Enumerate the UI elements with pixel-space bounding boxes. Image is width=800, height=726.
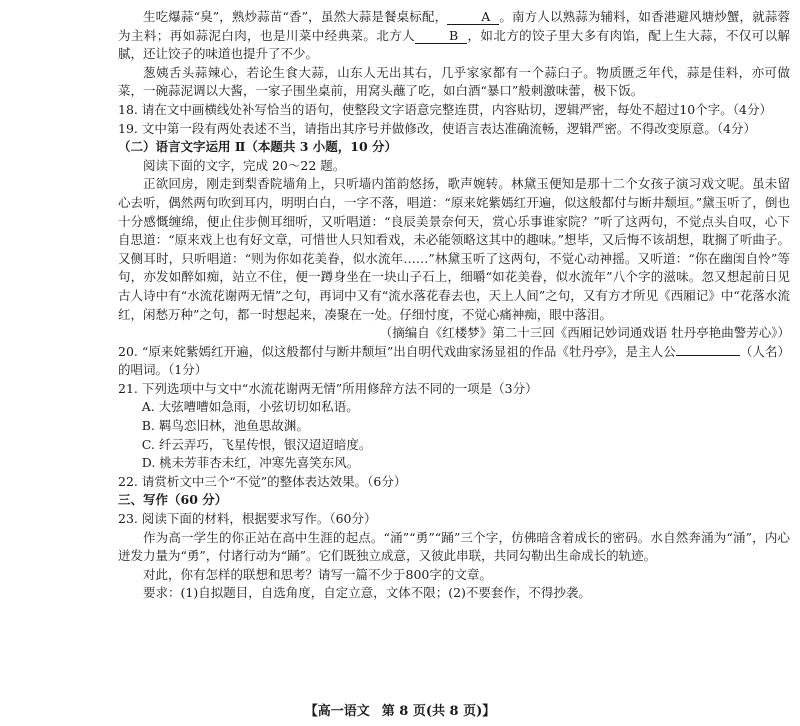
question-20 bbox=[118, 343, 790, 380]
passage2-para: 正欲回房，刚走到梨香院墙角上，只听墙内笛韵悠扬，歌声婉转。林黛玉便知是那十二个女孩子演习戏文呢。虽未留心去听，偶然两句吹到耳内，明明白白，一字不落，唱道：“原来姹紫嫣红开遍，似这般都付与断井颓垣。”黛玉听了，倒也十分感慨缠绵，便止住步侧耳细听，又听唱道：“良辰美景奈何天，赏心乐事谁家院？”听了这两句，不觉点头自叹，心下自思道：“原来戏上也有好文章，可惜世人只知看戏，未必能领略这其中的趣味。”想毕，又后悔不该胡想，耽搁了听曲子。又侧耳时，只听唱道：“则为你如花美眷，似水流年……”林黛玉听了这两句，不觉心动神摇。又听道：“你在幽闺自怜”等句，亦发如醉如痴，站立不住，便一蹲身坐在一块山子石上，细嚼“如花美眷，似水流年”八个字的滋味。忽又想起前日见古人诗中有“水流花谢两无情”之句，再词中又有“流水落花春去也，天上人间”之句，又有方才所见《西厢记》中“花落水流红，闲愁万种”之句，都一时想起来，凑聚在一处。仔细忖度，不觉心痛神痴，眼中落泪。 bbox=[118, 176, 790, 322]
text-run: 。南方人以熟蒜为辅料，如香港避风塘炒蟹，就蒜蓉为主料；再如蒜泥白肉，也是川菜中经典菜。北方人 bbox=[118, 9, 790, 43]
blank-a: A bbox=[447, 10, 499, 25]
question-23-prompt: 对此，你有怎样的联想和思考？请写一篇不少于800字的文章。 bbox=[143, 566, 492, 582]
option-d: D. 桃未芳菲杏未红，冲寒先喜笑东风。 bbox=[141, 455, 360, 471]
footer-subject: 【高一语文 bbox=[304, 704, 370, 719]
question-22: 22. 请赏析文中三个“不觉”的整体表达效果。（6分） bbox=[118, 473, 407, 489]
blank-name bbox=[676, 355, 740, 356]
option-a: A. 大弦嘈嘈如急雨，小弦切切如私语。 bbox=[141, 399, 359, 415]
question-23-requirements: 要求：(1)自拟题目，自选角度，自定立意，文体不限；(2)不要套作，不得抄袭。 bbox=[143, 585, 591, 601]
blank-b: B bbox=[415, 29, 467, 44]
footer-page-number: 第 8 页(共 8 页)】 bbox=[381, 704, 496, 719]
question-18: 18. 请在文中画横线处补写恰当的语句，使整段文字语意完整连贯，内容贴切，逻辑严密，每处不超过10个字。（4分） bbox=[118, 101, 772, 117]
page-content bbox=[118, 8, 790, 603]
question-19: 19. 文中第一段有两处表述不当，请指出其序号并做修改，使语言表达准确流畅，逻辑严密。不得改变原意。（4分） bbox=[118, 120, 757, 136]
passage-para-2: 葱姨舌头蒜辣心，若论生食大蒜，山东人无出其右，几乎家家都有一个蒜臼子。物质匮乏年代，蒜是佳料，亦可做菜，一碗蒜泥调以大酱，一家子围坐桌前，用窝头蘸了吃，如白酒“暴口”般刺激味蕾，极下饭。 bbox=[118, 64, 790, 99]
page-footer bbox=[0, 700, 800, 719]
text-run: 生吃爆蒜“臭”，熟炒蒜苗“香”，虽然大蒜是餐桌标配， bbox=[143, 9, 448, 24]
section-3-title: 三、写作（60 分） bbox=[118, 492, 228, 508]
question-21-stem: 21. 下列选项中与文中“水流花谢两无情”所用修辞方法不同的一项是（3分） bbox=[118, 380, 538, 396]
instruction-2: 阅读下面的文字，完成 20～22 题。 bbox=[143, 157, 346, 173]
text-run: ，如北方的饺子里大多有肉馅，配上生大蒜，不仅可以解腻，还让饺子的味道也提升了不少。 bbox=[118, 27, 790, 62]
option-c: C. 纤云弄巧，飞星传恨，银汉迢迢暗度。 bbox=[141, 436, 372, 452]
option-b: B. 羁鸟恋旧林，池鱼思故渊。 bbox=[141, 418, 309, 434]
section-2-title: （二）语言文字运用 Ⅱ（本题共 3 小题，10 分） bbox=[118, 139, 398, 155]
passage-para-1 bbox=[118, 8, 790, 64]
question-23-material: 作为高一学生的你正站在高中生涯的起点。“涌”“勇”“踊”三个字，仿佛暗含着成长的密码。水自然奔涌为“涌”，内心迸发力量为“勇”，付诸行动为“踊”。它们既独立成意，又彼此串联，共同勾勒出生命成长的轨迹。 bbox=[118, 529, 790, 564]
question-23-stem: 23. 阅读下面的材料，根据要求写作。（60分） bbox=[118, 511, 377, 527]
text-run: （人名）的唱词。（1分） bbox=[118, 343, 790, 378]
text-run: 20. “原来姹紫嫣红开遍，似这般都付与断井颓垣”出自明代戏曲家汤显祖的作品《牡丹亭》，是主人公 bbox=[118, 343, 676, 359]
passage2-source: （摘编自《红楼梦》第二十三回《西厢记妙词通戏语 牡丹亭艳曲警芳心》） bbox=[379, 325, 790, 341]
